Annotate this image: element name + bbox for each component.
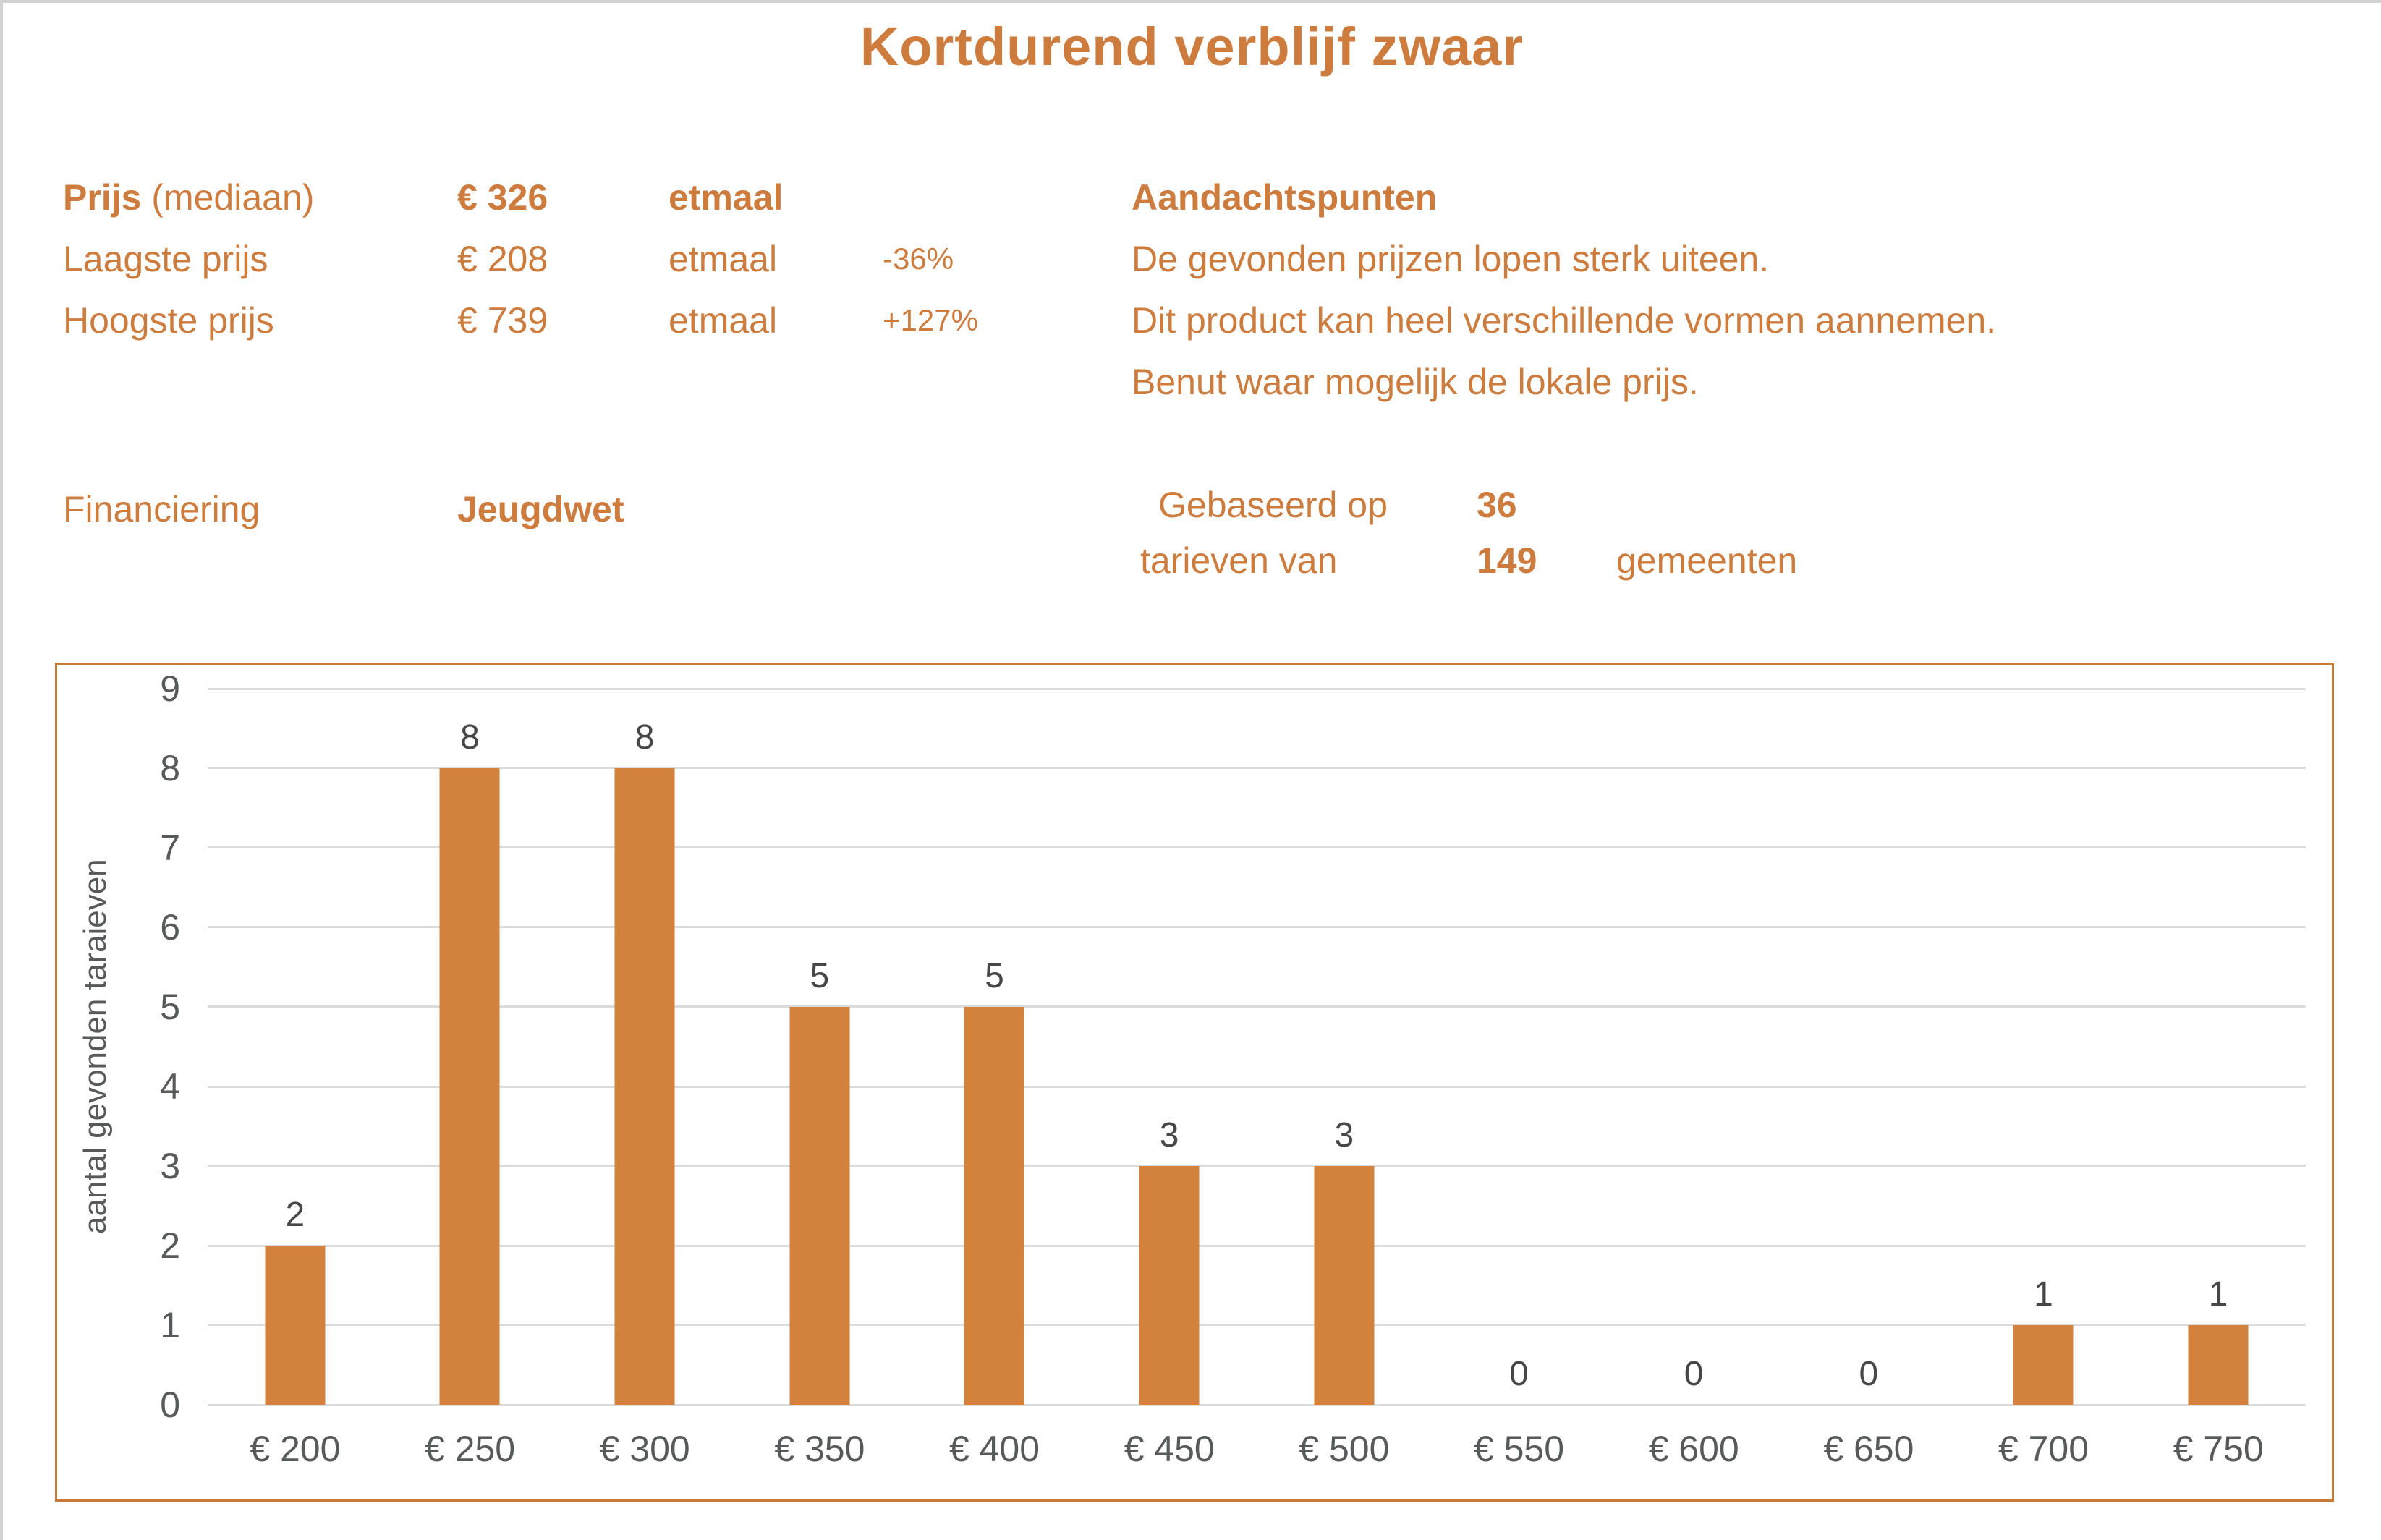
- x-tick-label: € 250: [424, 1429, 516, 1469]
- bar: [615, 768, 675, 1405]
- aandachtspunten-heading: Aandachtspunten: [1132, 177, 1438, 218]
- x-tick-label: € 200: [250, 1429, 341, 1469]
- lowest-price-percent: -36%: [883, 242, 954, 276]
- aandachtspunten-line-2: Dit product kan heel verschillende vormen aannemen.: [1132, 300, 1997, 341]
- bar: [2013, 1325, 2074, 1405]
- bar-slot: [1082, 689, 1257, 1469]
- plot-area: [160, 668, 2306, 1469]
- bar-slot: [907, 689, 1082, 1469]
- highest-price-percent: +127%: [883, 303, 978, 337]
- bar: [440, 768, 500, 1405]
- bar-value-label: 3: [1159, 1116, 1179, 1155]
- y-axis-ticks: [101, 668, 180, 1425]
- page-title: Kortdurend verblijf zwaar: [860, 17, 1524, 77]
- price-median-value: € 326: [457, 177, 548, 218]
- bar-value-label: 0: [1684, 1355, 1704, 1393]
- x-tick-label: € 600: [1648, 1429, 1739, 1469]
- x-tick-label: € 550: [1473, 1429, 1565, 1469]
- financiering-label: Financiering: [63, 489, 260, 529]
- lowest-price-value: € 208: [457, 239, 548, 279]
- bar-value-label: 0: [1509, 1355, 1529, 1393]
- aandachtspunten-line-row: [3, 295, 2381, 346]
- bar-value-label: 3: [1334, 1116, 1354, 1155]
- y-axis-title: aantal gevonden taraieven: [77, 859, 113, 1235]
- aandachtspunten-line-1: De gevonden prijzen lopen sterk uiteen.: [1132, 239, 1770, 279]
- y-tick-label: 5: [160, 987, 180, 1027]
- y-tick-label: 1: [160, 1305, 180, 1345]
- bar-slot: [1257, 689, 1432, 1469]
- aandachtspunten-line-row: [3, 234, 2381, 284]
- aandachtspunten-line-row: [3, 357, 2381, 407]
- basis-count-gemeenten: 149: [1477, 540, 1537, 581]
- bar: [2189, 1325, 2249, 1405]
- bar-value-label: 0: [1859, 1355, 1879, 1393]
- price-median-label-bold: Prijs: [63, 177, 142, 218]
- bar-slot: [1956, 689, 2131, 1469]
- y-tick-label: 4: [160, 1066, 180, 1107]
- bar-slot: [208, 689, 383, 1469]
- bar-value-label: 8: [460, 718, 480, 757]
- basis-suffix: gemeenten: [1616, 540, 1798, 581]
- financiering-value: Jeugdwet: [457, 489, 624, 529]
- bar-value-label: 2: [285, 1196, 305, 1235]
- highest-price-value: € 739: [457, 300, 548, 341]
- highest-price-unit: etmaal: [669, 300, 778, 341]
- histogram-chart: [55, 663, 2334, 1502]
- bar-slot: [1781, 689, 1956, 1469]
- y-tick-label: 6: [160, 907, 180, 948]
- bar: [1314, 1166, 1374, 1405]
- lowest-price-label: Laagste prijs: [63, 239, 268, 279]
- y-tick-label: 9: [160, 668, 180, 709]
- bar-slot: [2131, 689, 2306, 1469]
- bar-slot: [1606, 689, 1781, 1469]
- y-tick-label: 7: [160, 828, 180, 868]
- y-tick-label: 2: [160, 1225, 180, 1266]
- x-tick-label: € 300: [599, 1429, 690, 1469]
- bar-slot: [1432, 689, 1607, 1469]
- bar-value-label: 5: [810, 957, 830, 995]
- bar: [265, 1246, 325, 1405]
- lowest-price-unit: etmaal: [669, 239, 778, 279]
- x-tick-label: € 650: [1823, 1429, 1914, 1469]
- basis-count-tarieven: 36: [1477, 485, 1517, 525]
- bar-value-label: 1: [2034, 1275, 2053, 1314]
- x-tick-label: € 700: [1998, 1429, 2089, 1469]
- bar: [1139, 1166, 1200, 1405]
- basis-row-1: [3, 480, 2381, 530]
- y-tick-label: 8: [160, 748, 180, 788]
- basis-row-2: [3, 535, 2381, 586]
- bar-slot: [557, 689, 732, 1469]
- bar-value-label: 8: [634, 718, 655, 757]
- aandachtspunten-heading-row: [3, 172, 2381, 223]
- y-tick-label: 0: [160, 1384, 180, 1425]
- bar-value-label: 1: [2208, 1275, 2228, 1314]
- x-tick-label: € 500: [1299, 1429, 1390, 1469]
- bar-value-label: 5: [985, 957, 1004, 995]
- price-median-label-rest: (mediaan): [141, 177, 315, 218]
- bar: [964, 1007, 1024, 1405]
- basis-prefix-1: Gebaseerd op: [1158, 485, 1388, 525]
- price-median-unit: etmaal: [669, 177, 784, 218]
- bar-slot: [383, 689, 558, 1469]
- bar: [789, 1007, 849, 1405]
- highest-price-label: Hoogste prijs: [63, 300, 274, 341]
- bar-slot: [732, 689, 907, 1469]
- aandachtspunten-line-3: Benut waar mogelijk de lokale prijs.: [1132, 362, 1699, 402]
- y-tick-label: 3: [160, 1146, 180, 1186]
- x-tick-label: € 350: [774, 1429, 865, 1469]
- basis-prefix-2: tarieven van: [1140, 540, 1338, 581]
- x-tick-label: € 750: [2173, 1429, 2264, 1469]
- x-tick-label: € 400: [948, 1429, 1040, 1469]
- x-tick-label: € 450: [1124, 1429, 1215, 1469]
